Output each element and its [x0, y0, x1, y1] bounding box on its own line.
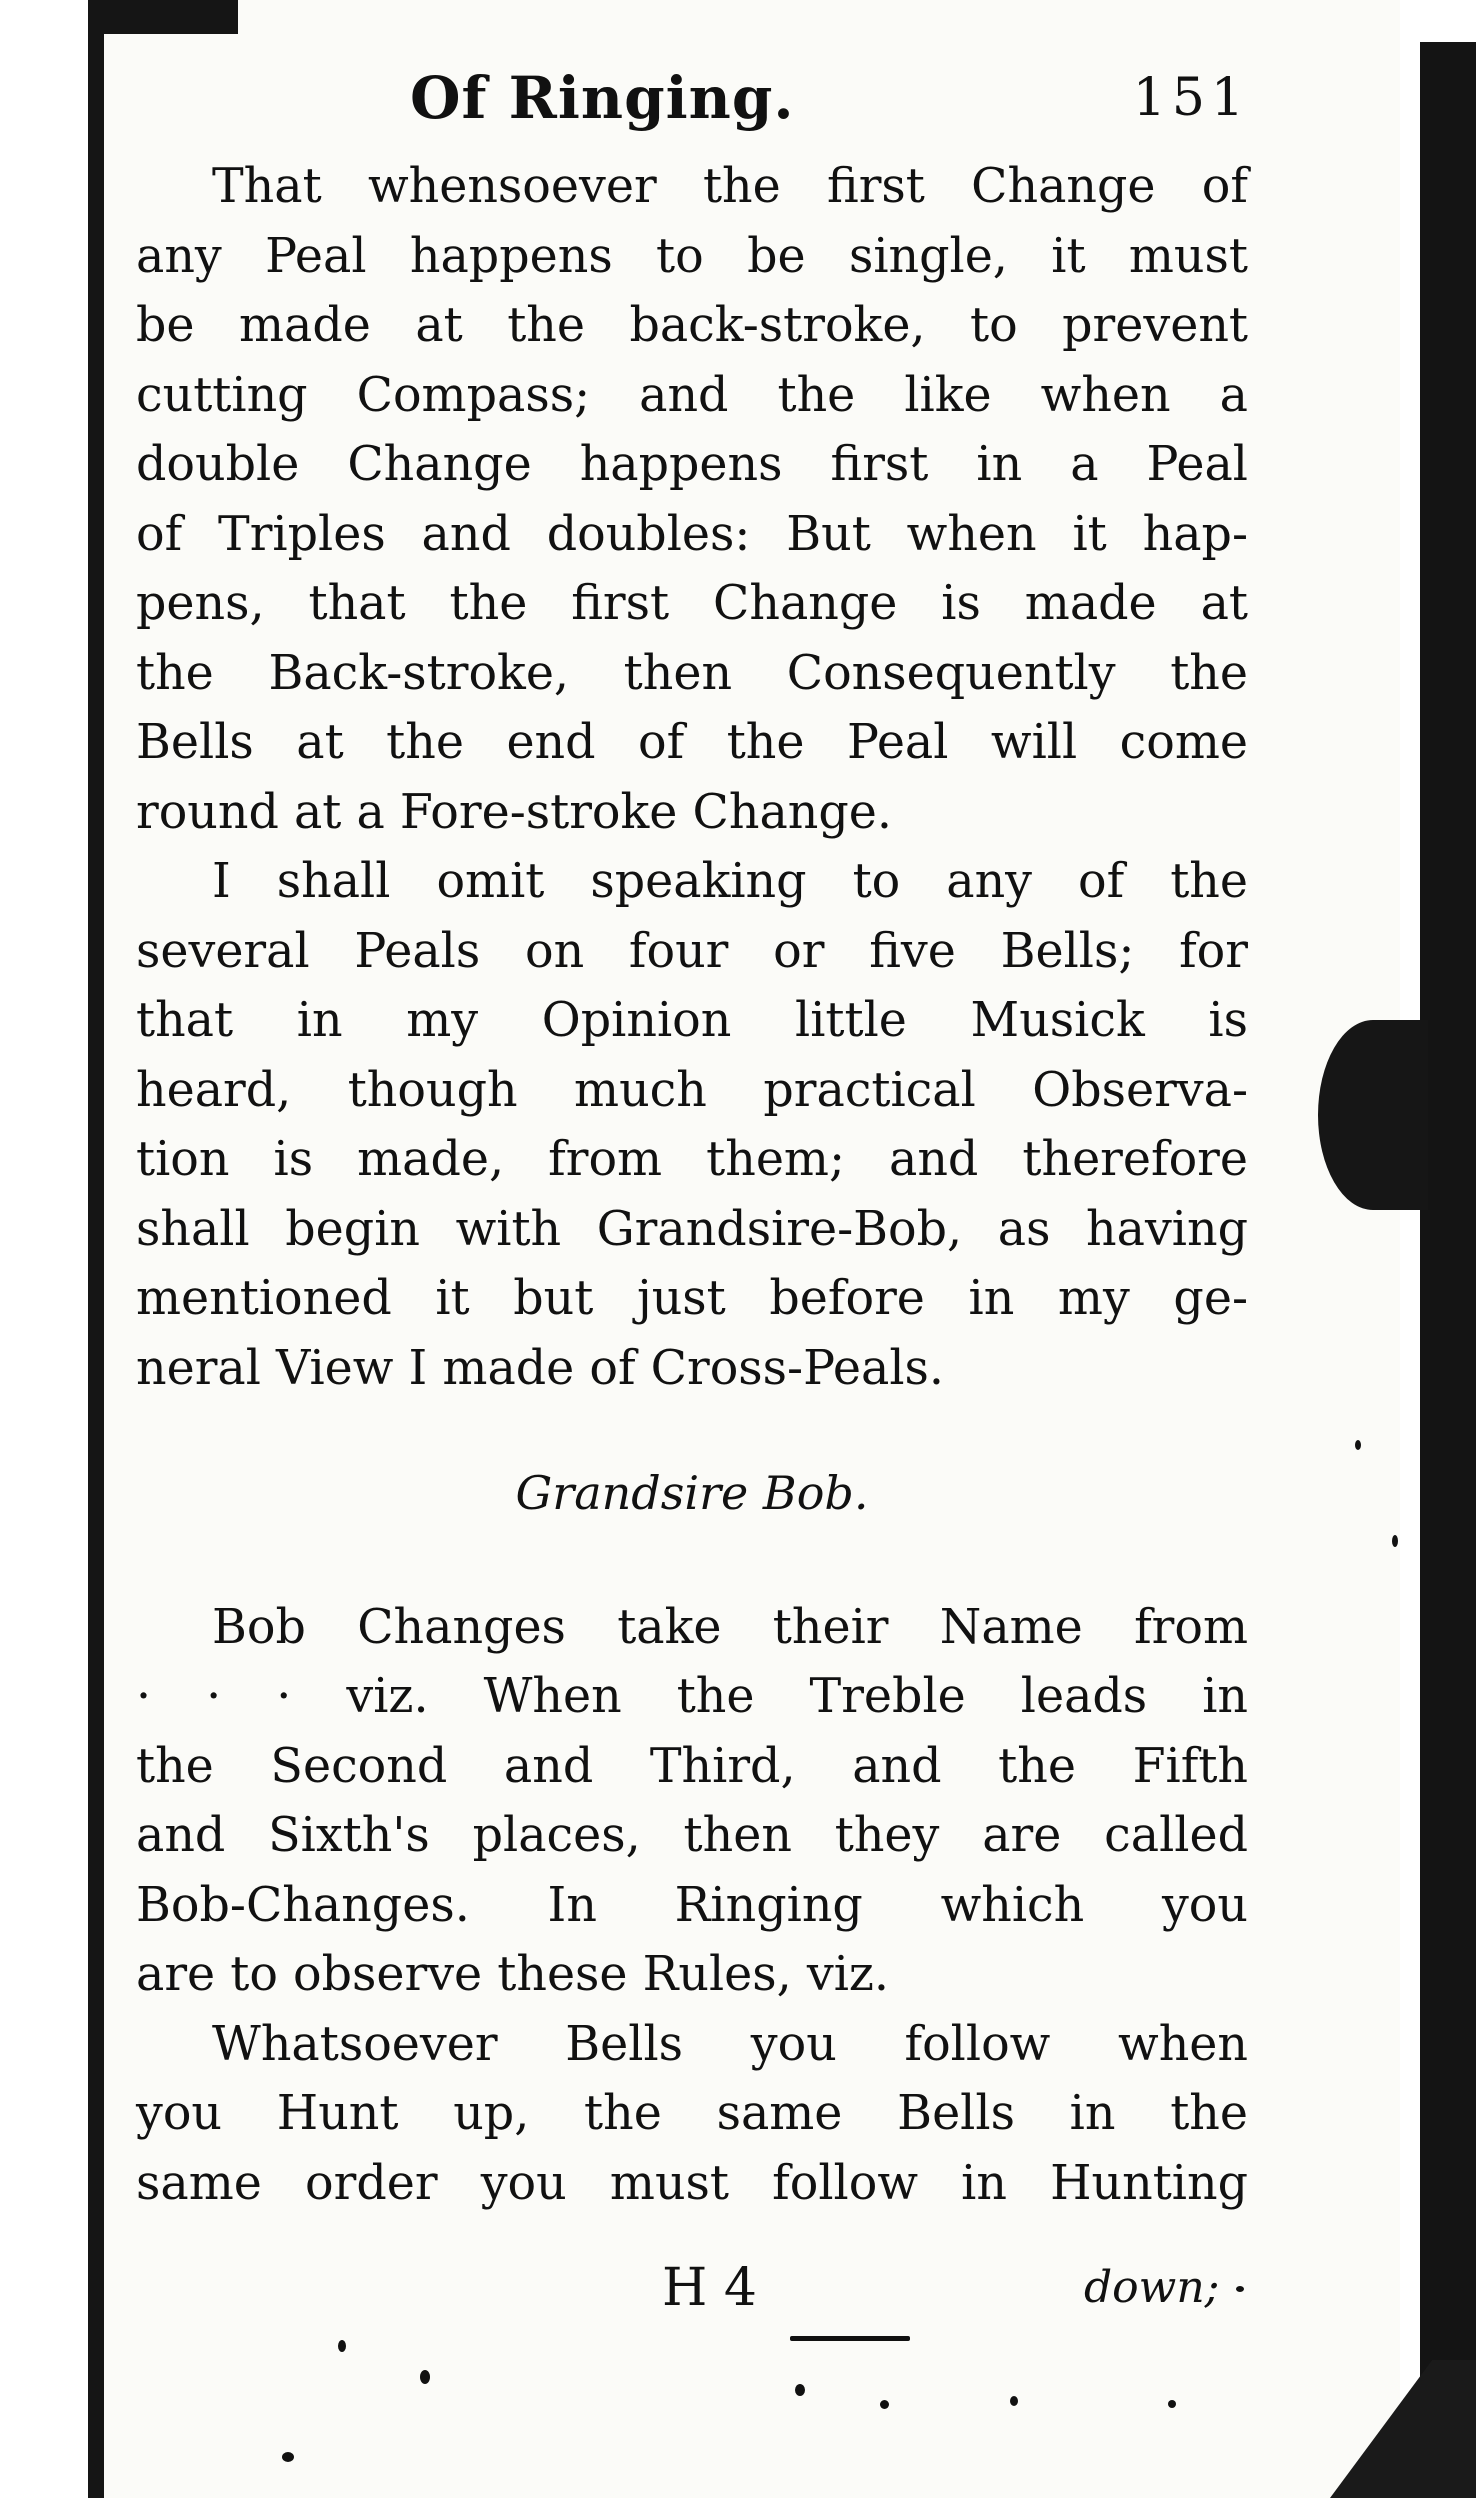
text-line: neral View I made of Cross-Peals.	[136, 1340, 945, 1396]
text-line: you Hunt up, the same Bells in the	[136, 2086, 1248, 2141]
scan-speck	[1355, 1440, 1361, 1450]
paragraph-1	[136, 152, 1248, 847]
text-line: Bob-Changes. In Ringing which you	[136, 1877, 1248, 1933]
text-line: shall begin with Grandsire-Bob, as having	[136, 1201, 1248, 1257]
text-line: the Second and Third, and the Fifth	[136, 1738, 1248, 1794]
left-scan-border	[88, 0, 104, 2498]
section-heading: Grandsire Bob.	[515, 1466, 869, 1520]
page-title: Of Ringing.	[410, 64, 795, 132]
scan-speck	[790, 2336, 910, 2341]
text-line: · · · viz. When the Treble leads in	[136, 1669, 1248, 1724]
catchword: down;	[1084, 2262, 1220, 2313]
text-line: I shall omit speaking to any of the	[212, 854, 1248, 909]
text-line: That whensoever the first Change of	[212, 159, 1248, 214]
text-line: that in my Opinion little Musick is	[136, 993, 1248, 1048]
text-line: pens, that the first Change is made at	[136, 576, 1248, 631]
text-line: of Triples and doubles: But when it hap-	[136, 506, 1248, 562]
text-line: cutting Compass; and the like when a	[136, 367, 1248, 423]
text-line: several Peals on four or five Bells; for	[136, 923, 1248, 979]
running-head	[410, 64, 1250, 154]
text-line: round at a Fore-stroke Change.	[136, 784, 892, 840]
text-line: are to observe these Rules, viz.	[136, 1947, 890, 2002]
top-scan-border	[88, 0, 238, 34]
text-line: and Sixth's places, then they are called	[136, 1808, 1248, 1863]
scan-speck	[420, 2370, 430, 2384]
text-line: tion is made, from them; and therefore	[136, 1132, 1248, 1187]
scan-speck	[1236, 2286, 1244, 2292]
text-line: Bob Changes take their Name from	[212, 1599, 1248, 1655]
scan-speck	[880, 2400, 889, 2409]
page-notch-shadow	[1318, 1020, 1428, 1210]
scan-speck	[1168, 2400, 1176, 2408]
page-number: 151	[1132, 68, 1250, 128]
text-line: the Back-stroke, then Consequently the	[136, 645, 1248, 701]
body-text	[136, 152, 1248, 2218]
text-line: double Change happens first in a Peal	[136, 437, 1248, 492]
text-line: be made at the back-stroke, to prevent	[136, 298, 1248, 353]
text-line: any Peal happens to be single, it must	[136, 228, 1248, 284]
paragraph-2	[136, 847, 1248, 1403]
paragraph-4	[136, 2010, 1248, 2219]
scan-speck	[282, 2452, 294, 2462]
right-scan-border	[1420, 42, 1476, 2498]
scan-speck	[795, 2384, 805, 2396]
text-line: Bells at the end of the Peal will come	[136, 715, 1248, 770]
text-line: Whatsoever Bells you follow when	[212, 2016, 1248, 2072]
text-line: heard, though much practical Observa-	[136, 1062, 1248, 1118]
scan-speck	[338, 2340, 346, 2352]
scan-speck	[1010, 2396, 1018, 2406]
paragraph-3	[136, 1593, 1248, 2010]
text-line: same order you must follow in Hunting	[136, 2155, 1248, 2211]
signature-mark: H 4	[662, 2258, 757, 2318]
text-line: mentioned it but just before in my ge-	[136, 1271, 1248, 1326]
scan-speck	[1392, 1535, 1398, 1547]
